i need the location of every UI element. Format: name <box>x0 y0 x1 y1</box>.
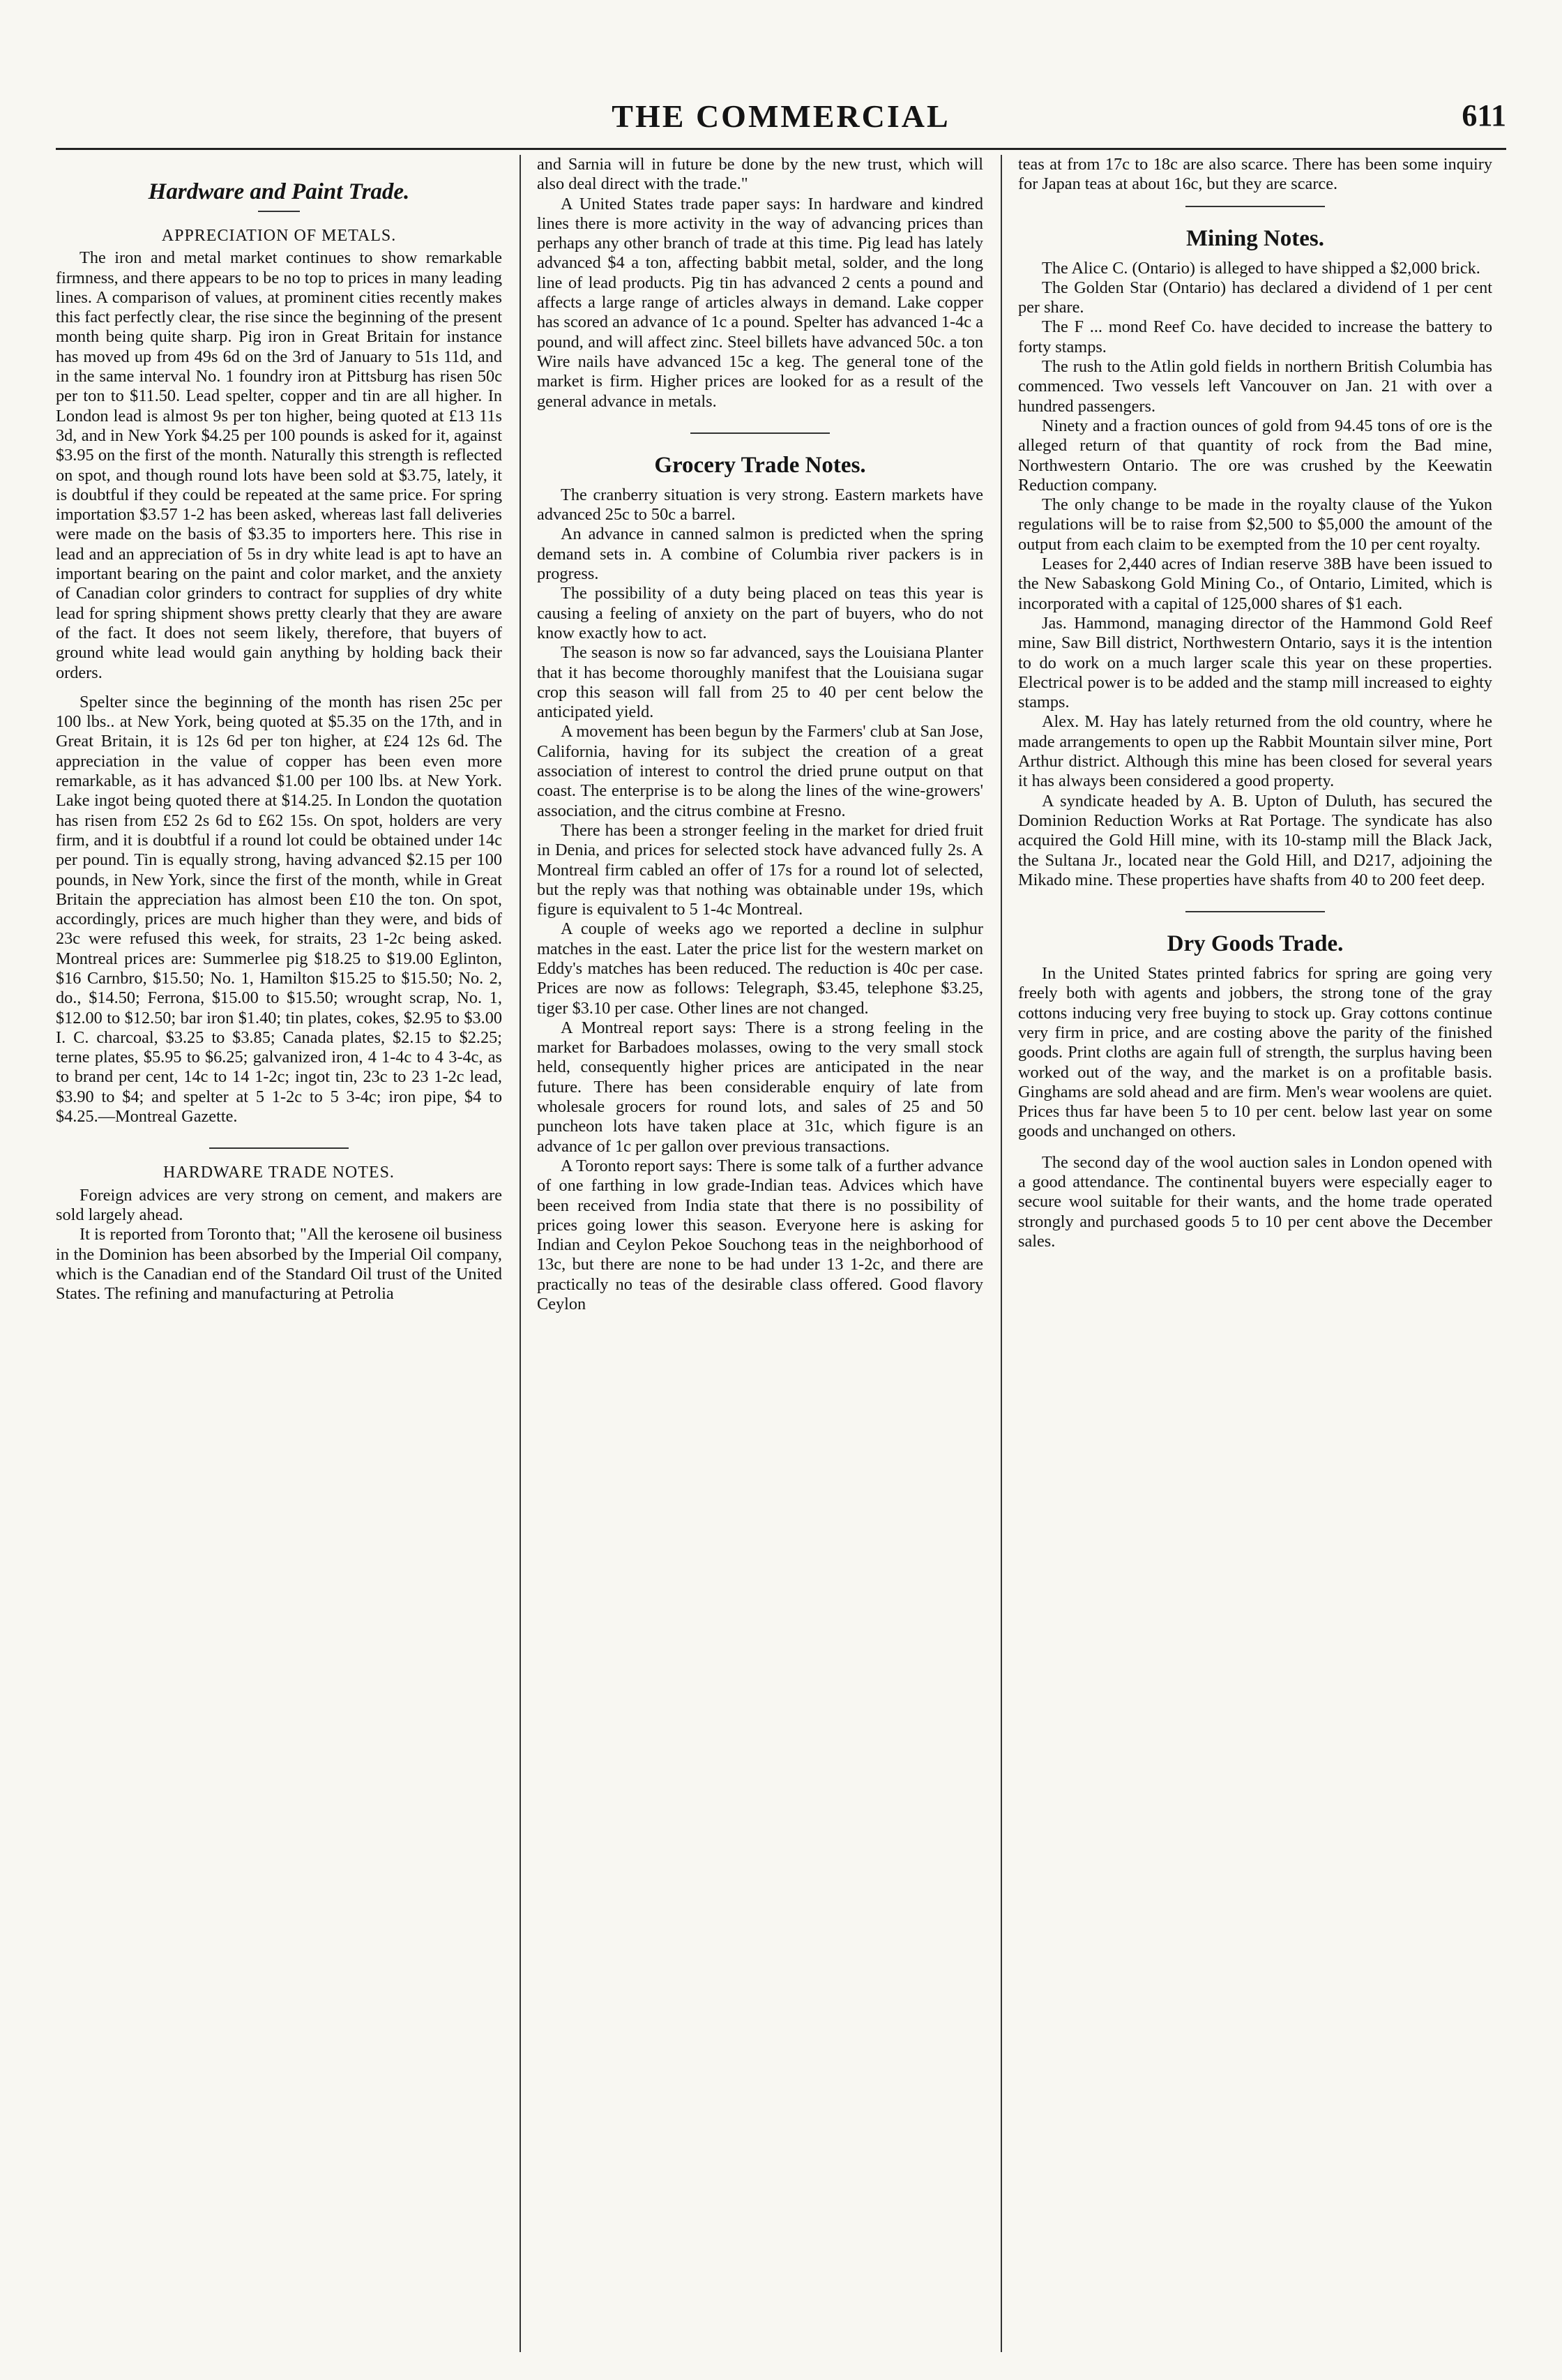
article-paragraph: and Sarnia will in future be done by the new trust, which will also deal direct with the trade." <box>537 155 983 194</box>
page-header <box>56 98 1506 140</box>
article-paragraph: The cranberry situation is very strong. Eastern markets have advanced 25c to 50c a barrel. <box>537 485 983 525</box>
divider <box>258 211 300 212</box>
column-1 <box>56 155 502 2352</box>
section-heading-mining: Mining Notes. <box>1186 225 1324 251</box>
section-heading-hardware: Hardware and Paint Trade. <box>148 179 410 204</box>
divider <box>1185 206 1325 207</box>
column-3 <box>1018 155 1492 2352</box>
article-paragraph: teas at from 17c to 18c are also scarce. There has been some inquiry for Japan teas at about 16c, but they are scarce. <box>1018 155 1492 194</box>
divider <box>1185 911 1325 912</box>
column-divider <box>520 155 521 2352</box>
article-paragraph: The Alice C. (Ontario) is alleged to have shipped a $2,000 brick. <box>1042 258 1480 278</box>
divider <box>690 432 830 434</box>
section-heading-dry-goods: Dry Goods Trade. <box>1167 931 1344 957</box>
subheading-appreciation: APPRECIATION OF METALS. <box>161 227 397 245</box>
article-paragraph: Ninety and a fraction ounces of gold from 94.45 tons of ore is the alleged return of that quantity of rock from the Bad mine, Northwestern Ontario. The ore was crushed by the Keewatin Reduction company. <box>1018 416 1492 495</box>
article-paragraph: The F ... mond Reef Co. have decided to increase the battery to forty stamps. <box>1018 317 1492 356</box>
article-paragraph: A syndicate headed by A. B. Upton of Duluth, has secured the Dominion Reduction Works at Rat Portage. The syndicate has also acquired the Gold Hill mine, with its 10-stamp mill the Black Jack, the Sultana Jr., located near the Gold Hill, and D217, adjoining the Mikado mine. These properties have shafts from 40 to 200 feet deep. <box>1018 791 1492 889</box>
article-paragraph: A United States trade paper says: In hardware and kindred lines there is more activity in the way of advancing prices than perhaps any other branch of trade at this time. Pig lead has lately advanced $4 a ton, affecting babbit metal, solder, and the long line of lead products. Pig tin has advanced 2 cents a pound and affects a large range of articles always in demand. Lake copper has scored an advance of 1c a pound. Spelter has advanced 1-4c a pound, and will affect zinc. Steel billets have advanced 50c. a ton Wire nails have advanced 15c a keg. The general tone of the market is firm. Higher prices are looked for as a result of the general advance in metals. <box>537 194 983 411</box>
article-paragraph: A couple of weeks ago we reported a decline in sulphur matches in the east. Later the price list for the western market on Eddy's matches has been reduced. The reduction is 40c per case. Prices are now as follows: Telegraph, $3.45, telephone $3.25, tiger $3.10 per case. Other lines are not changed. <box>537 919 983 1018</box>
subheading-hardware-notes: HARDWARE TRADE NOTES. <box>163 1163 395 1182</box>
article-paragraph: Alex. M. Hay has lately returned from the old country, where he made arrangements to open up the Rabbit Mountain silver mine, Port Arthur district. Although this mine has been closed for several years it has always been considered a good property. <box>1018 712 1492 791</box>
article-paragraph: Jas. Hammond, managing director of the Hammond Gold Reef mine, Saw Bill district, Northwestern Ontario, says it is the intention to do work on a much larger scale this year on these properties. Electrical power is to be added and the stamp mill increased to eighty stamps. <box>1018 613 1492 712</box>
article-paragraph: The only change to be made in the royalty clause of the Yukon regulations will be to raise from $2,500 to $5,000 the amount of the output from each claim to be exempted from the 10 per cent royalty. <box>1018 495 1492 554</box>
article-paragraph: The rush to the Atlin gold fields in northern British Columbia has commenced. Two vessels left Vancouver on Jan. 21 with over a hundred passengers. <box>1018 357 1492 416</box>
column-2 <box>537 155 983 2352</box>
article-paragraph: The second day of the wool auction sales in London opened with a good attendance. The continental buyers were especially eager to secure wool suitable for their wants, and the home trade operated strongly and purchased goods 5 to 10 per cent above the December sales. <box>1018 1152 1492 1251</box>
article-paragraph: Spelter since the beginning of the month has risen 25c per 100 lbs.. at New York, being quoted at $5.35 on the 17th, and in Great Britain, it is 12s 6d per ton higher, at £24 12s 6d. The appreciation in the value of copper has been even more remarkable, as it has advanced $1.00 per 100 lbs. at New York. Lake ingot being quoted there at $14.25. In London the quotation has risen from £52 2s 6d to £62 15s. On spot, holders are very firm, and it is doubtful if a round lot could be obtained under 14c per pound. Tin is equally strong, having advanced $2.15 per 100 pounds, in New York, since the first of the month, while in Great Britain the appreciation has almost been £10 the ton. On spot, accordingly, prices are much higher than they were, and bids of 23c were refused this week, for straits, 23 1-2c being asked. Montreal prices are: Summerlee pig $18.25 to $19.00 Eglinton, $16 Carnbro, $15.50; No. 1, Hamilton $15.25 to $15.50; No. 2, do., $14.50; Ferrona, $15.00 to $15.50; wrought scrap, No. 1, $12.00 to $12.50; bar iron $1.40; tin plates, cokes, $2.95 to $3.00 I. C. charcoal, $3.25 to $3.85; Canada plates, $2.15 to $2.25; terne plates, $5.95 to $6.25; galvanized iron, 4 1-4c to 4 3-4c, as to brand per cent, 14c to 14 1-2c; ingot tin, 23c to 23 1-2c lead, $3.90 to $4; and spelter at 5 1-2c to 5 3-4c; iron pipe, $4 to $4.25.—Montreal Gazette. <box>56 692 502 1127</box>
article-paragraph: In the United States printed fabrics for spring are going very freely both with agents and jobbers, the strong tone of the gray cottons inducing very free buying to stock up. Gray cottons continue very firm in price, and are costing above the parity of the finished goods. Print cloths are again full of strength, the surplus having been worked out of the way, and the market is on a profitable basis. Ginghams are sold ahead and are firm. Men's wear woolens are quiet. Prices thus far have been 5 to 10 per cent. below last year on some goods and unchanged on others. <box>1018 964 1492 1141</box>
article-paragraph: The iron and metal market continues to show remarkable firmness, and there appears to be no top to prices in many leading lines. A comparison of values, at prominent cities recently makes this fact perfectly clear, the rise since the beginning of the present month being quite sharp. Pig iron in Great Britain for instance has moved up from 49s 6d on the 3rd of January to 51s 11d, and in the same interval No. 1 foundry iron at Pittsburg has risen 50c per ton to $11.50. Lead spelter, copper and tin are all higher. In London lead is almost 9s per ton higher, being quoted at £13 11s 3d, and in New York $4.25 per 100 pounds is asked for it, against $3.95 on the first of the month. Naturally this strength is reflected on spot, and though round lots have been sold at $3.75, lately, it is doubtful if they could be repeated at the same price. For spring importation $3.57 1-2 has been asked, whereas last fall deliveries were made on the basis of $3.35 to importers here. This rise in lead and an appreciation of 5s in dry white lead is apt to have an important bearing on the paint and color market, and the anxiety of Canadian color grinders to contract for supplies of dry white lead for spring shipment shows pretty clearly that they are aware of the fact. It does not seem likely, therefore, that buyers of ground white lead would gain anything by holding back their orders. <box>56 248 502 682</box>
article-paragraph: The possibility of a duty being placed on teas this year is causing a feeling of anxiety on the part of buyers, who do not know exactly how to act. <box>537 584 983 642</box>
article-paragraph: The season is now so far advanced, says the Louisiana Planter that it has become thoroughly manifest that the Louisiana sugar crop this season will fall from 25 to 40 per cent below the anticipated yield. <box>537 643 983 722</box>
article-paragraph: A Toronto report says: There is some talk of a further advance of one farthing in low grade-Indian teas. Advices which have been received from India state that there is no possibility of prices going lower this season. Everyone here is asking for Indian and Ceylon Pekoe Souchong teas in the neighborhood of 13c, but there are none to be had under 13 1-2c, and there are practically no teas of the desirable class offered. Good flavory Ceylon <box>537 1156 983 1314</box>
article-paragraph: A Montreal report says: There is a strong feeling in the market for Barbadoes molasses, owing to the very small stock held, consequently higher prices are anticipated in the near future. There has been considerable enquiry of late from wholesale grocers for round lots, and sales of 25 and 50 puncheon lots have taken place at 31c, which figure is an advance of 1c per gallon over previous transactions. <box>537 1018 983 1156</box>
article-paragraph: It is reported from Toronto that; "All the kerosene oil business in the Dominion has been absorbed by the Imperial Oil company, which is the Canadian end of the Standard Oil trust of the United States. The refining and manufacturing at Petrolia <box>56 1225 502 1304</box>
page-number: 611 <box>1462 98 1506 133</box>
article-paragraph: Leases for 2,440 acres of Indian reserve 38B have been issued to the New Sabaskong Gold Mining Co., of Ontario, Limited, which is incorporated with a capital of 125,000 shares of $1 each. <box>1018 555 1492 613</box>
article-paragraph: A movement has been begun by the Farmers' club at San Jose, California, having for its subject the creation of a great association of interest to control the dried prune output on that coast. The enterprise is to be along the lines of the wine-growers' association, and the citrus combine at Fresno. <box>537 722 983 820</box>
header-rule <box>56 148 1506 150</box>
article-paragraph: An advance in canned salmon is predicted when the spring demand sets in. A combine of Columbia river packers is in progress. <box>537 525 983 584</box>
section-heading-grocery: Grocery Trade Notes. <box>654 452 866 478</box>
article-paragraph: The Golden Star (Ontario) has declared a dividend of 1 per cent per share. <box>1018 278 1492 317</box>
publication-title: THE COMMERCIAL <box>612 98 950 134</box>
article-paragraph: There has been a stronger feeling in the market for dried fruit in Denia, and prices for selected stock have advanced fully 2s. A Montreal firm cabled an offer of 17s for a round lot of selected, but the reply was that nothing was obtainable under 19s, which figure is equivalent to 5 1-4c Montreal. <box>537 820 983 919</box>
column-divider <box>1001 155 1002 2352</box>
divider <box>209 1147 349 1149</box>
article-paragraph: Foreign advices are very strong on cement, and makers are sold largely ahead. <box>56 1185 502 1224</box>
